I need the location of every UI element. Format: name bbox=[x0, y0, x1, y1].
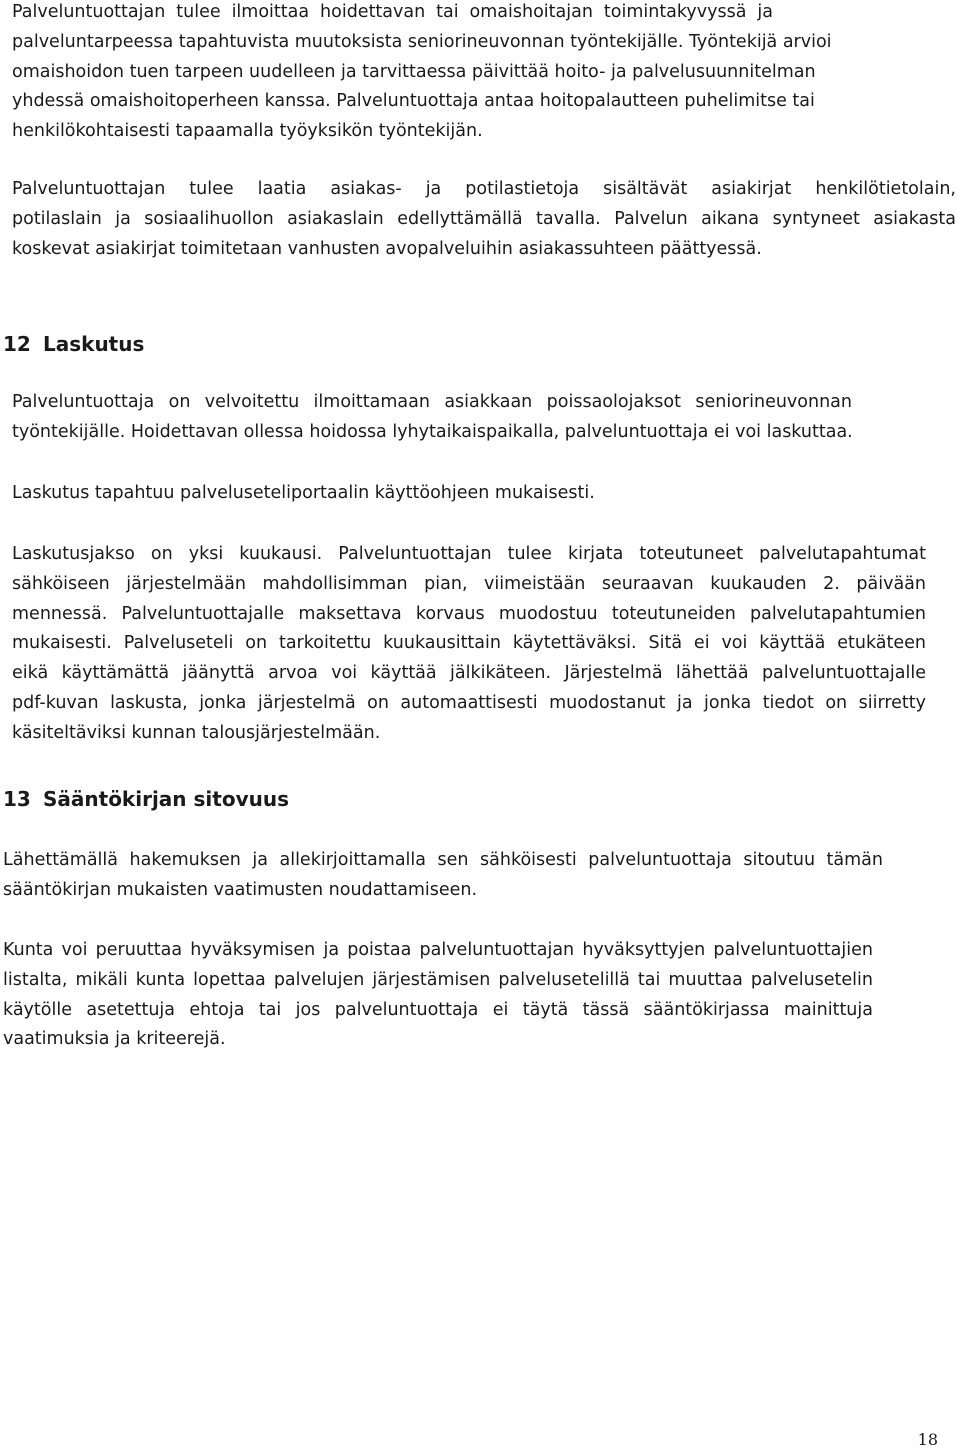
page-number: 18 bbox=[917, 1430, 938, 1449]
intro-paragraph-1 bbox=[12, 0, 832, 147]
text-line: mennessä. Palveluntuottajalle maksettava korvaus muodostuu toteutuneiden palvelutapahtumien bbox=[12, 603, 926, 624]
text-line: Lähettämällä hakemuksen ja allekirjoittamalla sen sähköisesti palveluntuottaja sitoutuu tämän bbox=[3, 850, 883, 870]
text-line: käytölle asetettuja ehtoja tai jos palveluntuottaja ei täytä tässä sääntökirjassa mainittuja bbox=[3, 999, 873, 1020]
text-line: listalta, mikäli kunta lopettaa palvelujen järjestämisen palvelusetelillä tai muuttaa palvelusetelin bbox=[3, 969, 873, 990]
text-line: Palveluntuottajan tulee laatia asiakas- ja potilastietoja sisältävät asiakirjat henkilötietolain, bbox=[12, 179, 956, 199]
section-12-paragraph-3 bbox=[12, 540, 926, 749]
section-title: Sääntökirjan sitovuus bbox=[43, 787, 289, 811]
text-line: potilaslain ja sosiaalihuollon asiakaslain edellyttämällä tavalla. Palvelun aikana syntyneet asiakasta bbox=[12, 208, 956, 229]
text-line: sääntökirjan mukaisten vaatimusten noudattamiseen. bbox=[3, 879, 478, 900]
text-line: eikä käyttämättä jäänyttä arvoa voi käyttää jälkikäteen. Järjestelmä lähettää palveluntuottajalle bbox=[12, 663, 926, 684]
section-number: 13 bbox=[3, 787, 31, 811]
section-13-paragraph-1 bbox=[3, 846, 883, 906]
section-heading-13 bbox=[3, 785, 289, 813]
text-line: omaishoidon tuen tarpeen uudelleen ja tarvittaessa päivittää hoito- ja palvelusuunnitelman bbox=[12, 61, 816, 82]
section-title: Laskutus bbox=[43, 332, 145, 356]
text-line: pdf-kuvan laskusta, jonka järjestelmä on automaattisesti muodostanut ja jonka tiedot on siirretty bbox=[12, 692, 926, 713]
text-line: Palveluntuottaja on velvoitettu ilmoittamaan asiakkaan poissaolojaksot seniorineuvonnan bbox=[12, 392, 852, 412]
intro-paragraph-2 bbox=[12, 175, 956, 264]
section-12-paragraph-1 bbox=[12, 388, 852, 448]
text-line: vaatimuksia ja kriteerejä. bbox=[3, 1029, 226, 1050]
text-line: työntekijälle. Hoidettavan ollessa hoidossa lyhytaikaispaikalla, palveluntuottaja ei voi laskuttaa. bbox=[12, 421, 853, 442]
text-line: sähköiseen järjestelmään mahdollisimman pian, viimeistään seuraavan kuukauden 2. päivään bbox=[12, 573, 926, 594]
text-line: Kunta voi peruuttaa hyväksymisen ja poistaa palveluntuottajan hyväksyttyjen palveluntuottajien bbox=[3, 940, 873, 960]
section-number: 12 bbox=[3, 332, 31, 356]
text-line: henkilökohtaisesti tapaamalla työyksikön työntekijän. bbox=[12, 121, 483, 142]
section-heading-12 bbox=[3, 330, 144, 358]
section-13-paragraph-2 bbox=[3, 936, 873, 1055]
text-line: Palveluntuottajan tulee ilmoittaa hoidettavan tai omaishoitajan toimintakyvyssä ja bbox=[12, 2, 773, 22]
text-line: Laskutusjakso on yksi kuukausi. Palveluntuottajan tulee kirjata toteutuneet palvelutapahtumat bbox=[12, 544, 926, 564]
text-line: palveluntarpeessa tapahtuvista muutoksista seniorineuvonnan työntekijälle. Työntekijä arvioi bbox=[12, 31, 832, 52]
text-line: yhdessä omaishoitoperheen kanssa. Palveluntuottaja antaa hoitopalautteen puhelimitse tai bbox=[12, 91, 815, 112]
section-12-paragraph-2 bbox=[12, 479, 595, 509]
text-line: käsiteltäviksi kunnan talousjärjestelmään. bbox=[12, 722, 381, 743]
text-line: koskevat asiakirjat toimitetaan vanhusten avopalveluihin asiakassuhteen päättyessä. bbox=[12, 238, 762, 259]
text-line: mukaisesti. Palveluseteli on tarkoitettu kuukausittain käytettäväksi. Sitä ei voi käyttää etukäteen bbox=[12, 633, 926, 654]
text-line: Laskutus tapahtuu palveluseteliportaalin käyttöohjeen mukaisesti. bbox=[12, 483, 595, 503]
